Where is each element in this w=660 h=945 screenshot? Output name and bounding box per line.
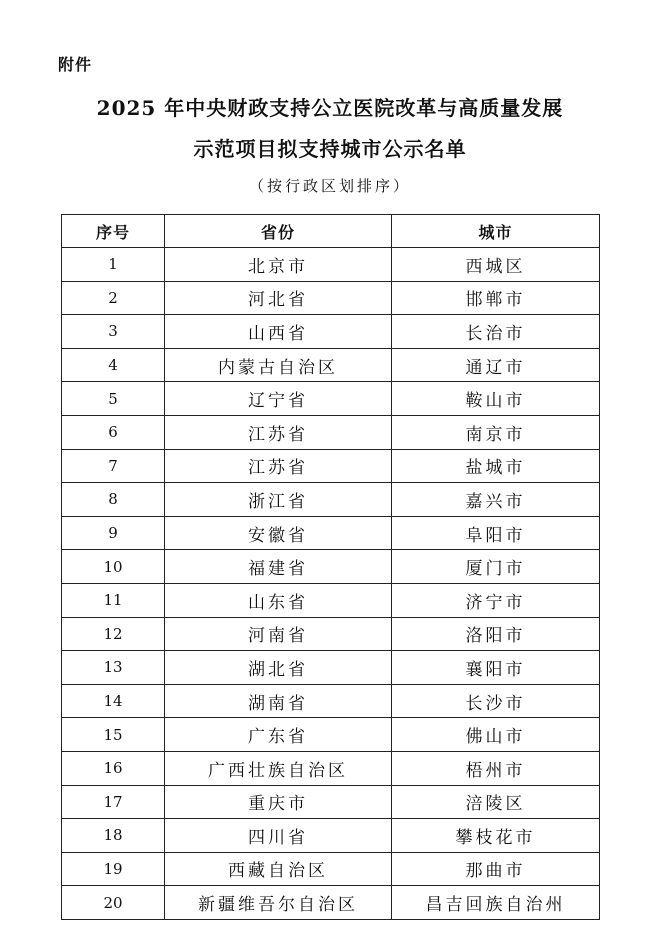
header-province: 省份 <box>165 215 392 248</box>
row-province: 辽宁省 <box>165 382 392 416</box>
table-row <box>62 684 600 718</box>
header-city: 城市 <box>392 215 600 248</box>
row-city: 那曲市 <box>392 852 600 886</box>
row-province: 重庆市 <box>165 785 392 819</box>
table-row <box>62 751 600 785</box>
row-index: 4 <box>62 348 165 382</box>
row-province: 江苏省 <box>165 415 392 449</box>
row-province: 广西壮族自治区 <box>165 751 392 785</box>
row-index: 7 <box>62 449 165 483</box>
row-province: 西藏自治区 <box>165 852 392 886</box>
table-row <box>62 415 600 449</box>
row-city: 攀枝花市 <box>392 819 600 853</box>
row-province: 河南省 <box>165 617 392 651</box>
row-index: 19 <box>62 852 165 886</box>
row-province: 内蒙古自治区 <box>165 348 392 382</box>
row-index: 18 <box>62 819 165 853</box>
row-index: 9 <box>62 516 165 550</box>
row-province: 江苏省 <box>165 449 392 483</box>
city-list-table <box>61 214 600 920</box>
table-row <box>62 281 600 315</box>
row-index: 8 <box>62 483 165 517</box>
row-city: 襄阳市 <box>392 651 600 685</box>
table-row <box>62 785 600 819</box>
row-index: 20 <box>62 886 165 920</box>
table-row <box>62 449 600 483</box>
table-row <box>62 315 600 349</box>
table-row <box>62 583 600 617</box>
table-row <box>62 550 600 584</box>
row-province: 新疆维吾尔自治区 <box>165 886 392 920</box>
row-city: 南京市 <box>392 415 600 449</box>
document-title-line-2: 示范项目拟支持城市公示名单 <box>193 137 467 161</box>
row-city: 洛阳市 <box>392 617 600 651</box>
table-row <box>62 248 600 282</box>
row-city: 济宁市 <box>392 583 600 617</box>
row-city: 西城区 <box>392 248 600 282</box>
row-province: 四川省 <box>165 819 392 853</box>
row-index: 5 <box>62 382 165 416</box>
document-subtitle: （按行政区划排序） <box>248 177 411 195</box>
document-title-line-1: 2025 年中央财政支持公立医院改革与高质量发展 <box>96 96 564 120</box>
row-index: 11 <box>62 583 165 617</box>
row-province: 山西省 <box>165 315 392 349</box>
row-city: 邯郸市 <box>392 281 600 315</box>
row-index: 14 <box>62 684 165 718</box>
table-header-row <box>62 215 600 248</box>
row-index: 12 <box>62 617 165 651</box>
row-city: 嘉兴市 <box>392 483 600 517</box>
attachment-label: 附件 <box>58 55 93 74</box>
row-province: 浙江省 <box>165 483 392 517</box>
row-province: 北京市 <box>165 248 392 282</box>
table-row <box>62 651 600 685</box>
row-city: 通辽市 <box>392 348 600 382</box>
table-row <box>62 348 600 382</box>
table-row <box>62 483 600 517</box>
row-province: 湖北省 <box>165 651 392 685</box>
row-city: 长沙市 <box>392 684 600 718</box>
table-row <box>62 382 600 416</box>
row-city: 长治市 <box>392 315 600 349</box>
row-province: 福建省 <box>165 550 392 584</box>
table-row <box>62 852 600 886</box>
table-row <box>62 617 600 651</box>
row-province: 广东省 <box>165 718 392 752</box>
row-index: 16 <box>62 751 165 785</box>
row-index: 13 <box>62 651 165 685</box>
table-row <box>62 886 600 920</box>
row-city: 梧州市 <box>392 751 600 785</box>
table-row <box>62 718 600 752</box>
row-index: 10 <box>62 550 165 584</box>
row-city: 佛山市 <box>392 718 600 752</box>
table-row <box>62 516 600 550</box>
row-province: 山东省 <box>165 583 392 617</box>
row-province: 河北省 <box>165 281 392 315</box>
row-province: 安徽省 <box>165 516 392 550</box>
row-index: 15 <box>62 718 165 752</box>
row-province: 湖南省 <box>165 684 392 718</box>
header-index: 序号 <box>62 215 165 248</box>
row-city: 涪陵区 <box>392 785 600 819</box>
table-row <box>62 819 600 853</box>
row-index: 2 <box>62 281 165 315</box>
row-index: 6 <box>62 415 165 449</box>
row-city: 厦门市 <box>392 550 600 584</box>
row-city: 阜阳市 <box>392 516 600 550</box>
row-city: 鞍山市 <box>392 382 600 416</box>
row-city: 昌吉回族自治州 <box>392 886 600 920</box>
row-index: 17 <box>62 785 165 819</box>
row-city: 盐城市 <box>392 449 600 483</box>
row-index: 1 <box>62 248 165 282</box>
row-index: 3 <box>62 315 165 349</box>
